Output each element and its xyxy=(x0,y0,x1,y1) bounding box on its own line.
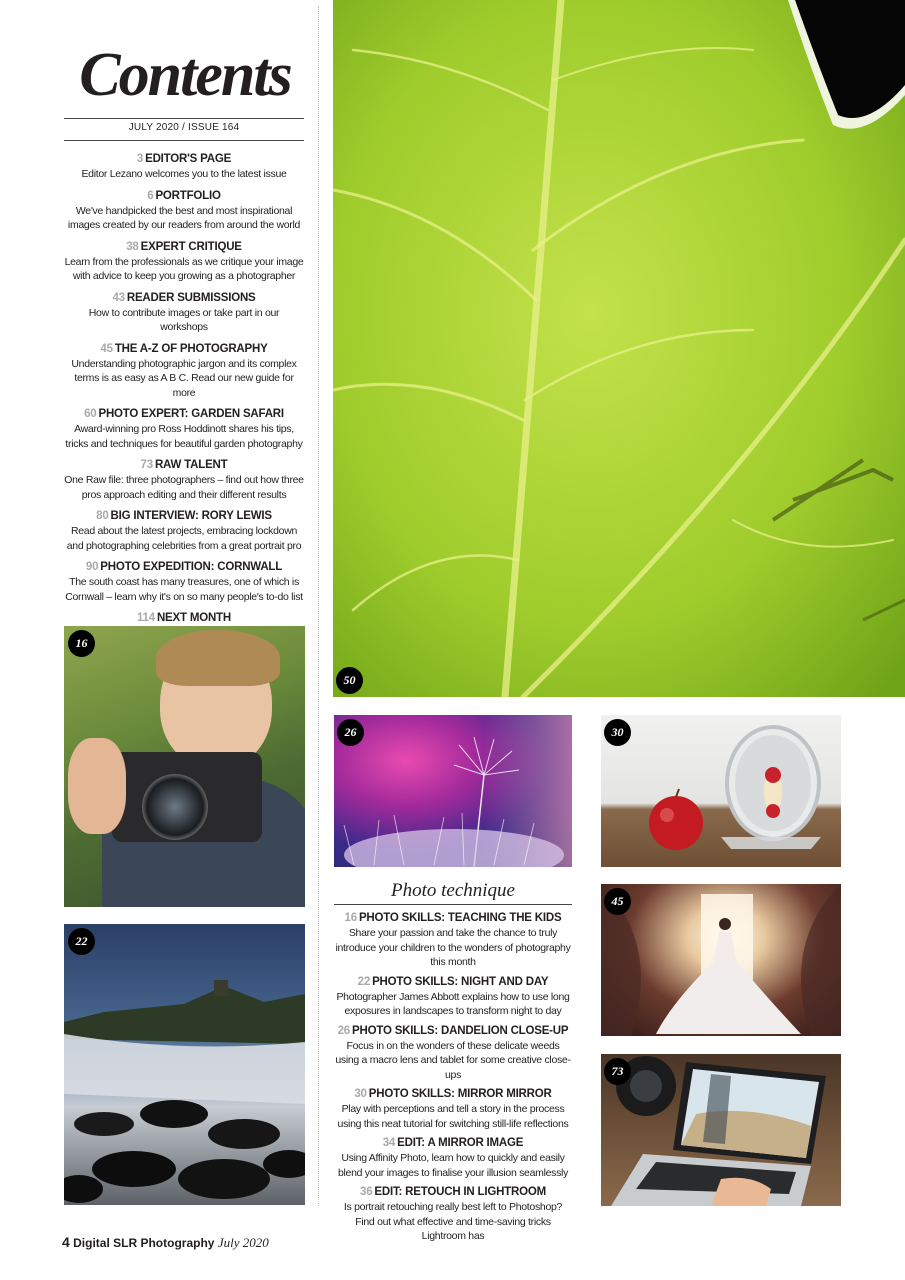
technique-entry[interactable] xyxy=(334,1024,572,1083)
laptop-illustration xyxy=(601,1054,841,1206)
bride-illustration xyxy=(601,884,841,1036)
column-divider xyxy=(318,6,319,1206)
entry-title: PHOTO EXPEDITION: CORNWALL xyxy=(100,561,283,573)
issue-line: JULY 2020 / ISSUE 164 xyxy=(128,122,240,133)
entry-title: PHOTO SKILLS: TEACHING THE KIDS xyxy=(358,912,562,924)
entry-title: PHOTO SKILLS: NIGHT AND DAY xyxy=(372,975,549,988)
entry-title: THE A-Z OF PHOTOGRAPHY xyxy=(114,342,268,355)
boy-camera-photo[interactable] xyxy=(64,626,305,907)
entry-description: Play with perceptions and tell a story in the process using this neat tutorial for switching still-life reflections xyxy=(337,1103,569,1130)
contents-list xyxy=(64,152,304,648)
contents-entry[interactable] xyxy=(64,342,304,401)
entry-description: Understanding photographic jargon and its complex terms is as easy as A B C. Read our new guide for more xyxy=(71,357,297,399)
entry-title: EDIT: RETOUCH IN LIGHTROOM xyxy=(374,1186,546,1198)
page-number: 30 xyxy=(354,1088,367,1100)
entry-title: PORTFOLIO xyxy=(155,189,221,202)
contents-entry[interactable] xyxy=(64,458,304,502)
technique-entry[interactable] xyxy=(334,1087,572,1131)
page-number: 16 xyxy=(344,912,357,924)
entry-description: Share your passion and take the chance to truly introduce your children to the wonders of photography this month xyxy=(335,927,571,968)
hand-shape xyxy=(68,738,126,834)
contents-entry[interactable] xyxy=(64,240,304,284)
page-number: 80 xyxy=(96,510,109,522)
coast-night-photo[interactable] xyxy=(64,924,305,1205)
page-badge: 26 xyxy=(337,719,364,746)
page-title: Contents xyxy=(79,41,291,109)
technique-entry[interactable] xyxy=(334,975,572,1019)
page-number: 60 xyxy=(84,408,97,420)
entry-description: Focus in on the wonders of these delicate weeds using a macro lens and tablet for some creative close-ups xyxy=(335,1039,571,1081)
dandelion-illustration xyxy=(334,715,572,867)
entry-title: PHOTO EXPERT: GARDEN SAFARI xyxy=(98,408,284,420)
entry-title: EDIT: A MIRROR IMAGE xyxy=(397,1137,524,1149)
page-number: 43 xyxy=(112,291,125,304)
entry-title: NEXT MONTH xyxy=(156,612,231,624)
entry-title: PHOTO SKILLS: DANDELION CLOSE-UP xyxy=(352,1024,569,1037)
page-number: 90 xyxy=(85,561,99,573)
page-number: 73 xyxy=(140,459,153,471)
footer-magazine: Digital SLR Photography xyxy=(73,1236,215,1250)
page-number: 114 xyxy=(137,612,155,624)
contents-entry[interactable] xyxy=(64,189,304,233)
title-rule-top xyxy=(64,118,304,119)
entry-description: Using Affinity Photo, learn how to quickly and easily blend your images to finalise your illusion seamlessly xyxy=(337,1152,569,1179)
entry-title: READER SUBMISSIONS xyxy=(126,291,256,304)
entry-description: The south coast has many treasures, one of which is Cornwall – learn why it's on so many people's to-do list xyxy=(65,576,303,603)
page-badge: 50 xyxy=(336,667,363,694)
page-number: 36 xyxy=(360,1186,373,1198)
entry-description: One Raw file: three photographers – find out how three pros approach editing and their different results xyxy=(64,474,304,501)
page-badge: 22 xyxy=(68,928,95,955)
dandelion-photo[interactable] xyxy=(334,715,572,867)
contents-entry[interactable] xyxy=(64,407,304,451)
entry-description: Photographer James Abbott explains how to use long exposures in landscapes to transform night to day xyxy=(336,990,570,1017)
coast-illustration xyxy=(64,924,305,1205)
entry-title: EXPERT CRITIQUE xyxy=(140,240,242,253)
entry-description: Read about the latest projects, embracing lockdown and photographing celebrities from a great portrait pro xyxy=(66,525,302,552)
entry-description: Is portrait retouching really best left to Photoshop? Find out what effective and time-saving tricks Lightroom has xyxy=(343,1201,563,1242)
contents-entry[interactable] xyxy=(64,152,304,182)
page-number: 3 xyxy=(136,153,144,165)
entry-title: RAW TALENT xyxy=(154,459,228,471)
contents-entry[interactable] xyxy=(64,509,304,553)
technique-entry[interactable] xyxy=(334,911,572,970)
entry-title: EDITOR'S PAGE xyxy=(145,153,232,165)
page-number: 6 xyxy=(147,189,154,202)
technique-list xyxy=(334,911,572,1249)
page-badge: 16 xyxy=(68,630,95,657)
entry-title: BIG INTERVIEW: RORY LEWIS xyxy=(110,510,272,522)
laptop-editing-photo[interactable] xyxy=(601,1054,841,1206)
hair-shape xyxy=(156,630,280,686)
entry-description: Learn from the professionals as we critique your image with advice to keep you growing as a photographer xyxy=(64,255,304,282)
page-number: 26 xyxy=(337,1024,351,1037)
page-number: 22 xyxy=(357,975,371,988)
page-number: 34 xyxy=(382,1137,396,1149)
leaf-illustration xyxy=(333,0,905,697)
page-badge: 45 xyxy=(604,888,631,915)
entry-description: Editor Lezano welcomes you to the latest issue xyxy=(81,168,287,180)
apple-mirror-photo[interactable] xyxy=(601,715,841,867)
contents-entry[interactable] xyxy=(64,291,304,335)
technique-entry[interactable] xyxy=(334,1136,572,1180)
contents-entry[interactable] xyxy=(64,560,304,604)
bride-window-photo[interactable] xyxy=(601,884,841,1036)
title-rule-bottom xyxy=(64,140,304,141)
page-badge: 30 xyxy=(604,719,631,746)
technique-entry[interactable] xyxy=(334,1185,572,1244)
footer-page-number: 4 xyxy=(62,1234,70,1250)
entry-description: Award-winning pro Ross Hoddinott shares his tips, tricks and techniques for beautiful garden photography xyxy=(65,423,303,450)
entry-title: PHOTO SKILLS: MIRROR MIRROR xyxy=(368,1088,552,1100)
leaf-photo[interactable] xyxy=(333,0,905,697)
page-footer xyxy=(62,1234,269,1251)
technique-rule xyxy=(334,904,572,905)
page-badge: 73 xyxy=(604,1058,631,1085)
entry-description: We've handpicked the best and most inspirational images created by our readers from around the world xyxy=(67,204,301,231)
page-number: 38 xyxy=(126,240,139,253)
technique-heading: Photo technique xyxy=(391,880,515,901)
footer-date: July 2020 xyxy=(217,1235,269,1250)
page-number: 45 xyxy=(100,342,113,355)
apple-mirror-illustration xyxy=(601,715,841,867)
camera-lens xyxy=(142,774,208,840)
entry-description: How to contribute images or take part in our workshops xyxy=(88,306,280,333)
